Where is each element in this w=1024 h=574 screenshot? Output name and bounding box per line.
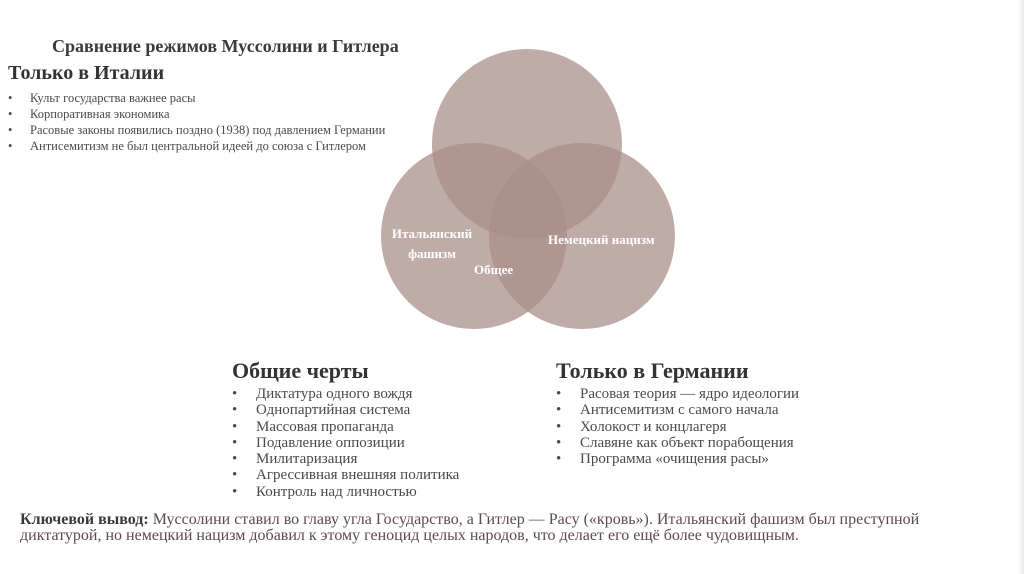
venn-label-line: фашизм: [408, 246, 456, 261]
slide-title: Сравнение режимов Муссолини и Гитлера: [52, 36, 399, 56]
venn-circles: [370, 48, 700, 338]
italy-list: [8, 90, 385, 154]
conclusion: [20, 512, 980, 544]
list-item: • Антисемитизм с самого начала: [556, 402, 799, 418]
list-item: • Диктатура одного вождя: [232, 386, 459, 402]
slide-edge-shadow: [1018, 0, 1024, 574]
list-item: • Антисемитизм не был центральной идеей до союза с Гитлером: [8, 138, 385, 154]
germany-heading: Только в Германии: [556, 358, 749, 383]
list-item: • Расовая теория — ядро идеологии: [556, 386, 799, 402]
list-item: • Славяне как объект порабощения: [556, 435, 799, 451]
list-item: • Культ государства важнее расы: [8, 90, 385, 106]
venn-diagram: [370, 48, 700, 338]
list-item: • Массовая пропаганда: [232, 419, 459, 435]
italy-heading: Только в Италии: [8, 62, 165, 84]
list-item: • Милитаризация: [232, 451, 459, 467]
list-item: • Однопартийная система: [232, 402, 459, 418]
venn-label-italian-fascism: [382, 224, 482, 264]
common-list: [232, 386, 459, 500]
conclusion-text: Муссолини ставил во главу угла Государство, а Гитлер — Расу («кровь»). Итальянский фашизм был преступной диктатурой, но немецкий нацизм добавил к этому геноцид целых народов, что делает его ещё более чудовищным.: [20, 511, 920, 544]
venn-label-german-nazism: Немецкий нацизм: [548, 232, 655, 247]
list-item: • Агрессивная внешняя политика: [232, 467, 459, 483]
venn-label-common: Общее: [474, 262, 514, 277]
list-item: • Корпоративная экономика: [8, 106, 385, 122]
venn-label-line: Итальянский: [391, 226, 473, 241]
list-item: • Подавление оппозиции: [232, 435, 459, 451]
common-heading: Общие черты: [232, 358, 369, 383]
list-item: • Программа «очищения расы»: [556, 451, 799, 467]
germany-list: [556, 386, 799, 467]
list-item: • Контроль над личностью: [232, 484, 459, 500]
list-item: • Расовые законы появились поздно (1938) под давлением Германии: [8, 122, 385, 138]
conclusion-lead: Ключевой вывод:: [20, 511, 149, 528]
list-item: • Холокост и концлагеря: [556, 419, 799, 435]
